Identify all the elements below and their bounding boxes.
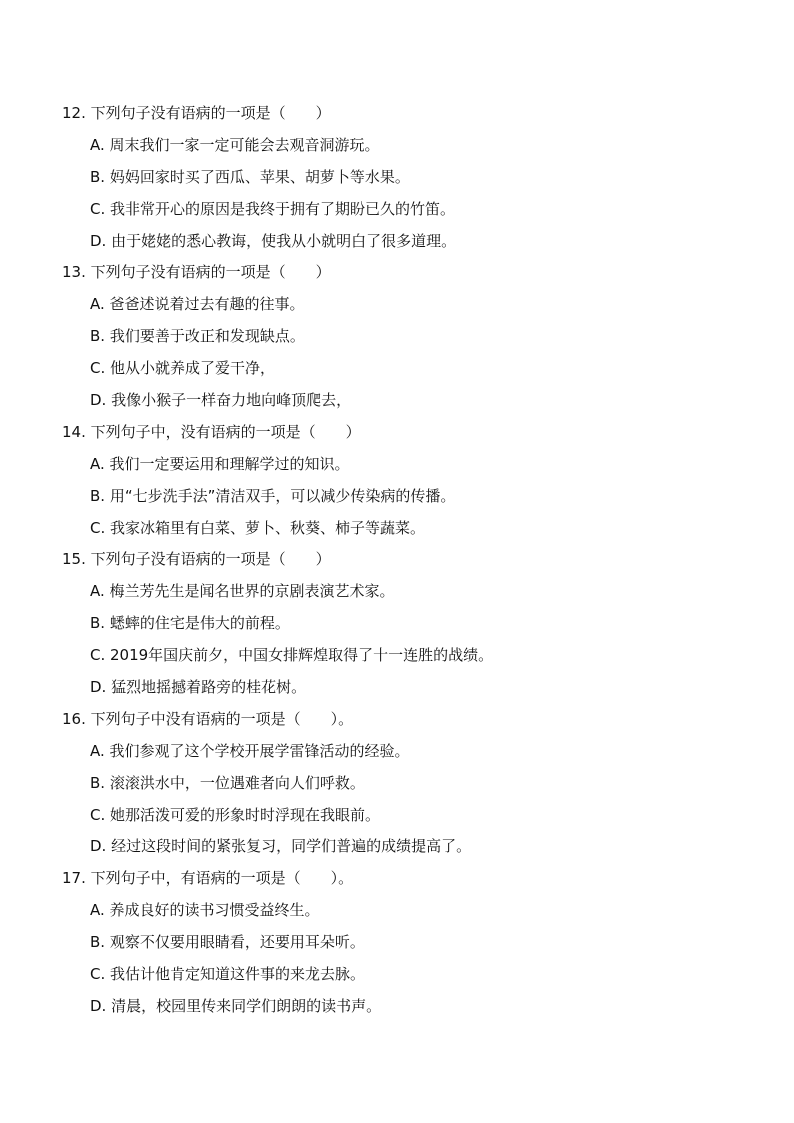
answer-option: D. 由于姥姥的悉心教诲，使我从小就明白了很多道理。 [90, 231, 457, 250]
question-block [62, 704, 742, 863]
question-block [62, 544, 742, 703]
question-list [62, 98, 742, 1023]
question-block [62, 417, 742, 545]
answer-option: B. 观察不仅要用眼睛看，还要用耳朵听。 [90, 933, 365, 952]
answer-option: B. 蟋蟀的住宅是伟大的前程。 [90, 614, 290, 633]
answer-option: A. 爸爸述说着过去有趣的往事。 [90, 295, 305, 314]
answer-option: B. 用“七步洗手法”清洁双手，可以减少传染病的传播。 [90, 486, 456, 505]
answer-option: A. 我们一定要运用和理解学过的知识。 [90, 454, 350, 473]
question-block [62, 863, 742, 1022]
answer-option: D. 猛烈地摇撼着路旁的桂花树。 [90, 678, 307, 697]
answer-option: D. 经过这段时间的紧张复习，同学们普遍的成绩提高了。 [90, 837, 472, 856]
question-stem: 13. 下列句子没有语病的一项是（ ） [62, 263, 331, 282]
answer-option: D. 清晨，校园里传来同学们朗朗的读书声。 [90, 996, 382, 1015]
answer-option: C. 2019年国庆前夕，中国女排辉煌取得了十一连胜的战绩。 [90, 646, 494, 665]
answer-option: C. 我估计他肯定知道这件事的来龙去脉。 [90, 965, 366, 984]
answer-option: A. 养成良好的读书习惯受益终生。 [90, 901, 320, 920]
answer-option: B. 我们要善于改正和发现缺点。 [90, 327, 305, 346]
answer-option: C. 我家冰箱里有白菜、萝卜、秋葵、柿子等蔬菜。 [90, 518, 426, 537]
question-stem: 16. 下列句子中没有语病的一项是（ ）。 [62, 709, 354, 728]
answer-option: A. 梅兰芳先生是闻名世界的京剧表演艺术家。 [90, 582, 395, 601]
question-stem: 12. 下列句子没有语病的一项是（ ） [62, 104, 331, 122]
question-stem: 14. 下列句子中，没有语病的一项是（ ） [62, 422, 361, 441]
answer-option: A. 周末我们一家一定可能会去观音洞游玩。 [90, 135, 380, 154]
answer-option: B. 滚滚洪水中，一位遇难者向人们呼救。 [90, 773, 365, 792]
question-stem: 15. 下列句子没有语病的一项是（ ） [62, 550, 331, 569]
answer-option: B. 妈妈回家时买了西瓜、苹果、胡萝卜等水果。 [90, 167, 410, 186]
answer-option: C. 我非常开心的原因是我终于拥有了期盼已久的竹笛。 [90, 199, 456, 218]
question-block [62, 257, 742, 416]
question-stem: 17. 下列句子中，有语病的一项是（ ）。 [62, 869, 354, 888]
question-block [62, 98, 742, 257]
answer-option: C. 他从小就养成了爱干净， [90, 359, 276, 378]
answer-option: C. 她那活泼可爱的形象时时浮现在我眼前。 [90, 805, 381, 824]
answer-option: D. 我像小猴子一样奋力地向峰顶爬去， [90, 391, 352, 410]
answer-option: A. 我们参观了这个学校开展学雷锋活动的经验。 [90, 741, 410, 760]
